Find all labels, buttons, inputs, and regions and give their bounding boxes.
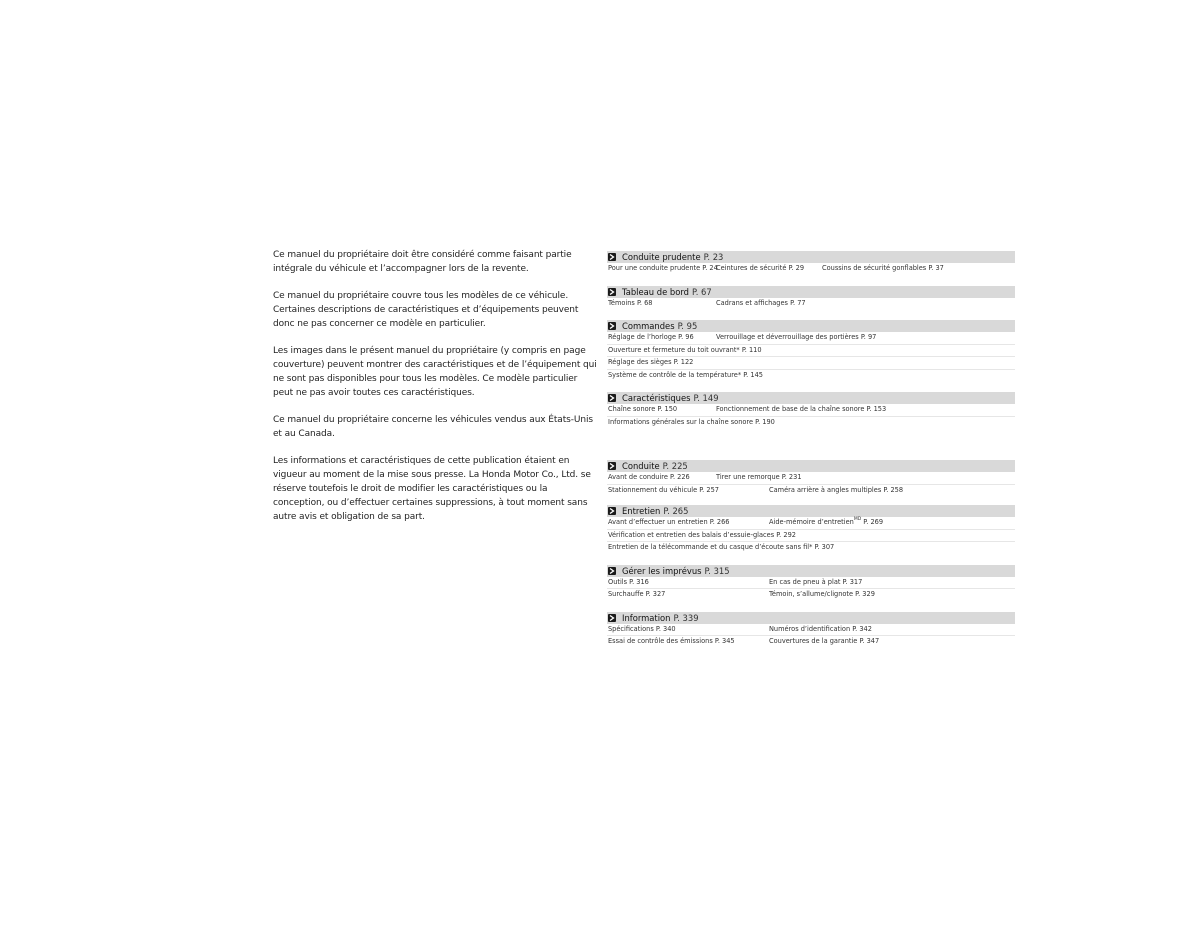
toc-item-label: Système de contrôle de la température (608, 370, 738, 379)
toc-section-commandes (607, 320, 1015, 381)
toc-row (607, 298, 1015, 310)
intro-paragraph: Ce manuel du propriétaire couvre tous les modèles de ce véhicule. Certaines descriptions de caractéristiques et d’équipements peuvent donc ne pas concerner ce modèle en particulier. (273, 291, 579, 329)
intro-paragraph: Ce manuel du propriétaire doit être considéré comme faisant partie intégrale du véhicule et l’accompagner lors de la revente. (273, 250, 572, 274)
toc-item[interactable]: Cadrans et affichages P. 77 (716, 298, 806, 307)
toc-item[interactable] (608, 542, 834, 554)
toc-item-page: * P. 145 (737, 370, 763, 379)
toc-item[interactable]: Vérification et entretien des balais d’essuie-glaces P. 292 (608, 530, 796, 539)
toc-item[interactable]: Surchauffe P. 327 (608, 590, 666, 598)
intro-paragraph: Les informations et caractéristiques de cette publication étaient en vigueur au moment de la mise sous presse. La Honda Motor Co., Ltd. se réserve toutefois le droit de modifier les caractéristiques ou la conception, ou d’effectuer certaines suppressions, à tout moment sans autre avis et obligation de sa part. (273, 456, 591, 522)
toc-item[interactable]: Spécifications P. 340 (608, 624, 676, 633)
toc-section-title: Caractéristiques (622, 393, 691, 403)
toc-section-title: Entretien (622, 506, 661, 516)
toc-item[interactable]: Pour une conduite prudente P. 24 (608, 264, 718, 272)
arrow-right-icon (608, 614, 616, 622)
toc-row (607, 332, 1015, 345)
toc-section-title: Tableau de bord (622, 286, 689, 297)
toc-section-page: P. 149 (693, 393, 719, 403)
toc-section-title: Information (622, 612, 671, 623)
intro-paragraph: Les images dans le présent manuel du propriétaire (y compris en page couverture) peuvent montrer des caractéristiques et de l’équipement qui ne sont pas disponibles pour tous les modèles. Ce modèle particulier peut ne pas avoir toutes ces caractéristiques. (273, 346, 597, 398)
toc-item[interactable]: Fonctionnement de base de la chaîne sonore P. 153 (716, 405, 887, 413)
toc-item-page: * P. 110 (736, 345, 762, 354)
toc-section-header[interactable] (607, 505, 1015, 517)
toc-item[interactable]: Essai de contrôle des émissions P. 345 (608, 637, 735, 645)
toc-section-page: P. 67 (691, 286, 712, 297)
arrow-right-icon (608, 507, 616, 515)
toc-row (607, 404, 1015, 417)
toc-section-page: P. 95 (677, 321, 698, 331)
toc-item-label: Entretien de la télécommande et du casque d’écoute sans fil (608, 543, 810, 551)
toc-row (607, 357, 1015, 370)
toc-item[interactable]: Réglage de l’horloge P. 96 (608, 333, 694, 341)
toc-row (607, 636, 1015, 648)
toc-item[interactable]: Témoin, s’allume/clignote P. 329 (769, 590, 875, 598)
toc-item[interactable]: Avant d’effectuer un entretien P. 266 (608, 518, 730, 526)
toc-section-title: Conduite prudente (622, 252, 701, 262)
toc-item[interactable]: Témoins P. 68 (608, 298, 653, 307)
toc-item[interactable]: Outils P. 316 (608, 577, 649, 586)
toc-item[interactable]: Coussins de sécurité gonflables P. 37 (822, 264, 944, 272)
toc-item[interactable]: Informations générales sur la chaîne sonore P. 190 (608, 417, 775, 426)
toc-section-header[interactable] (607, 460, 1015, 472)
trademark-superscript: MD (853, 517, 862, 522)
toc-item[interactable]: Ceintures de sécurité P. 29 (716, 264, 805, 272)
toc-item[interactable]: En cas de pneu à plat P. 317 (769, 577, 863, 586)
toc-item-label: Aide-mémoire d’entretien (769, 518, 854, 526)
toc-section-title: Commandes (622, 321, 675, 331)
toc-section-gerer-imprevus (607, 565, 1015, 601)
toc-row (607, 589, 1015, 601)
toc-row (607, 577, 1015, 590)
toc-item[interactable]: Verrouillage et déverrouillage des portières P. 97 (716, 333, 877, 341)
toc-row (607, 530, 1015, 543)
toc-row (607, 370, 1015, 382)
toc-section-tableau-de-bord (607, 286, 1015, 310)
toc-item[interactable]: Tirer une remorque P. 231 (716, 473, 802, 481)
toc-item[interactable] (608, 370, 763, 382)
toc-section-entretien (607, 505, 1015, 554)
toc-item-page: P. 269 (861, 518, 884, 526)
toc-row (607, 517, 1015, 530)
toc-row (607, 345, 1015, 358)
toc-section-header[interactable] (607, 392, 1015, 404)
toc-row (607, 263, 1015, 275)
toc-section-conduite (607, 460, 1015, 496)
arrow-right-icon (608, 394, 616, 402)
toc-row (607, 472, 1015, 485)
toc-item[interactable]: Avant de conduire P. 226 (608, 473, 690, 481)
toc-section-information (607, 612, 1015, 648)
toc-section-page: P. 265 (663, 506, 689, 516)
toc-section-page: P. 339 (673, 612, 699, 623)
toc-section-header[interactable] (607, 612, 1015, 624)
toc-item[interactable] (608, 345, 762, 357)
toc-row (607, 417, 1015, 429)
toc-item-label: Ouverture et fermeture du toit ouvrant (608, 345, 737, 354)
toc-section-header[interactable] (607, 565, 1015, 577)
toc-section-page: P. 225 (662, 461, 688, 471)
toc-section-header[interactable] (607, 286, 1015, 298)
toc-row (607, 624, 1015, 637)
toc-section-page: P. 23 (703, 252, 724, 262)
toc-section-caracteristiques (607, 392, 1015, 428)
arrow-right-icon (608, 567, 616, 575)
toc-item[interactable]: Chaîne sonore P. 150 (608, 405, 678, 413)
toc-section-conduite-prudente (607, 251, 1015, 275)
arrow-right-icon (608, 322, 616, 330)
toc-item[interactable]: Réglage des sièges P. 122 (608, 358, 694, 366)
table-of-contents (607, 251, 1015, 648)
toc-item[interactable]: Stationnement du véhicule P. 257 (608, 485, 719, 494)
toc-item[interactable] (769, 517, 883, 529)
toc-section-title: Conduite (622, 461, 660, 471)
intro-paragraph: Ce manuel du propriétaire concerne les véhicules vendus aux États-Unis et au Canada. (273, 415, 593, 439)
toc-item[interactable]: Couvertures de la garantie P. 347 (769, 637, 880, 645)
arrow-right-icon (608, 288, 616, 296)
toc-row (607, 485, 1015, 497)
toc-section-header[interactable] (607, 320, 1015, 332)
intro-text (273, 248, 597, 537)
toc-item-page: * P. 307 (809, 543, 835, 551)
toc-item[interactable]: Numéros d’identification P. 342 (769, 624, 872, 633)
toc-row (607, 542, 1015, 554)
toc-section-header[interactable] (607, 251, 1015, 263)
toc-item[interactable]: Caméra arrière à angles multiples P. 258 (769, 485, 904, 494)
arrow-right-icon (608, 253, 616, 261)
toc-section-title: Gérer les imprévus (622, 565, 702, 576)
toc-section-page: P. 315 (704, 565, 730, 576)
arrow-right-icon (608, 462, 616, 470)
